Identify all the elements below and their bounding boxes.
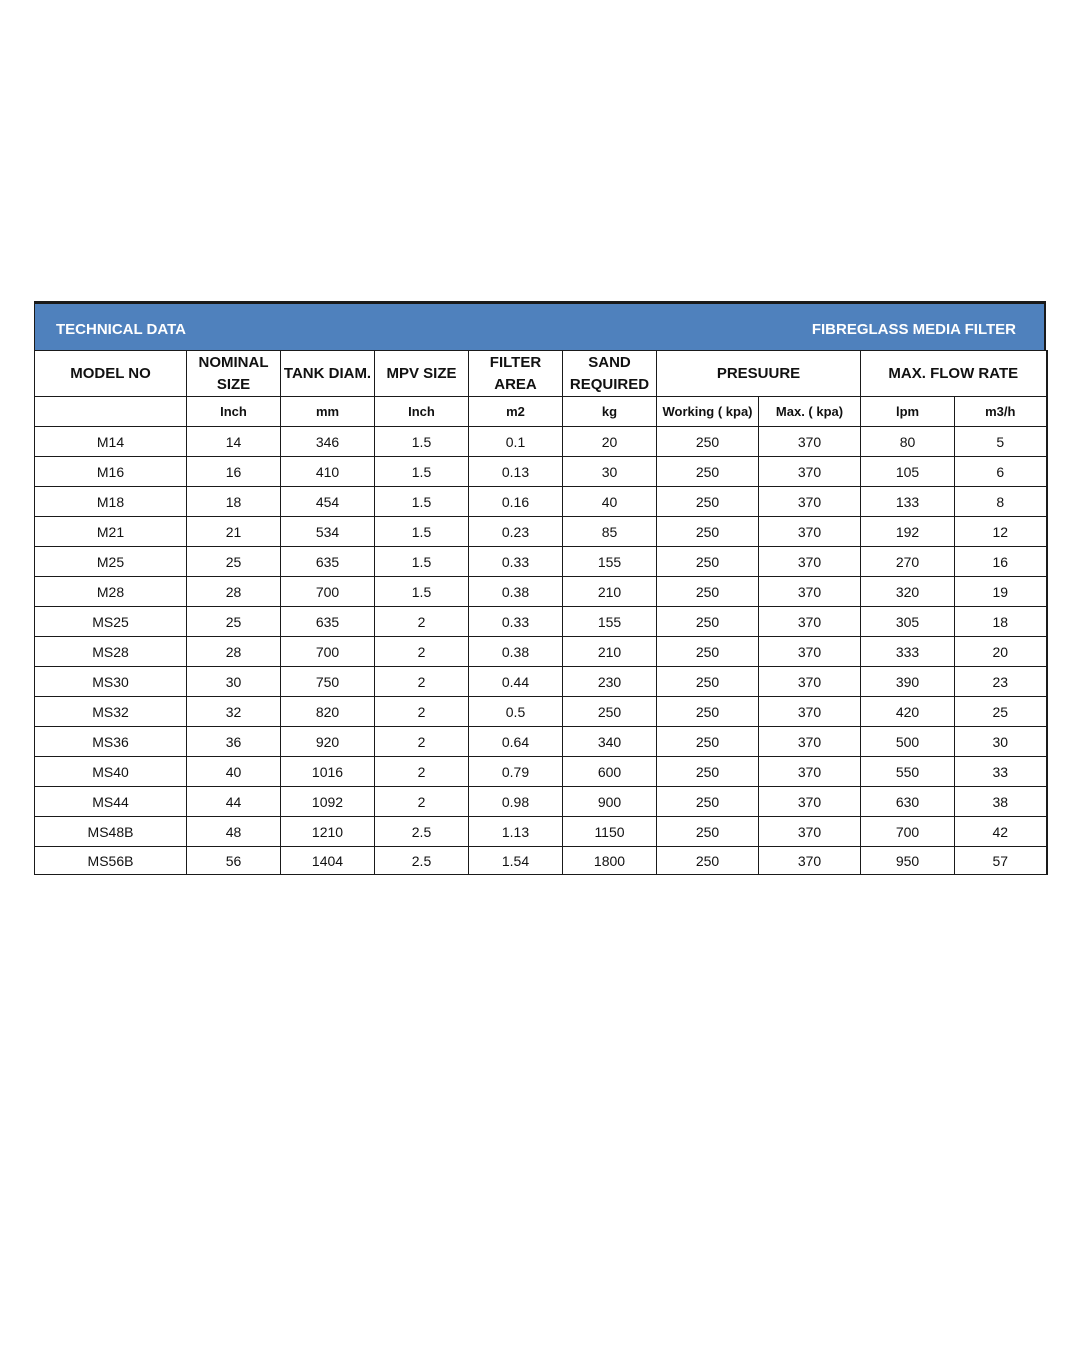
table-cell: 192 [861,517,955,547]
model-cell: MS48B [35,817,187,847]
unit-cell: m3/h [955,397,1047,427]
unit-cell: Max. ( kpa) [759,397,861,427]
table-cell: 2.5 [375,847,469,875]
table-cell: 370 [759,547,861,577]
unit-cell [35,397,187,427]
table-cell: 370 [759,607,861,637]
table-cell: 105 [861,457,955,487]
unit-cell: m2 [469,397,563,427]
table-cell: 390 [861,667,955,697]
table-cell: 0.44 [469,667,563,697]
table-cell: 250 [657,457,759,487]
table-cell: 370 [759,517,861,547]
table-cell: 210 [563,637,657,667]
table-cell: 250 [657,697,759,727]
header-pressure: PRESUURE [657,351,861,397]
header-sand-required: SAND REQUIRED [563,351,657,397]
table-cell: 20 [563,427,657,457]
model-cell: MS25 [35,607,187,637]
table-cell: 270 [861,547,955,577]
table-cell: 2 [375,697,469,727]
table-cell: 0.1 [469,427,563,457]
table-cell: 250 [657,817,759,847]
model-cell: M14 [35,427,187,457]
table-cell: 1016 [281,757,375,787]
table-row [35,637,1047,667]
table-cell: 1800 [563,847,657,875]
table-cell: 370 [759,757,861,787]
table-cell: 0.33 [469,607,563,637]
table-cell: 370 [759,457,861,487]
table-cell: 1.5 [375,457,469,487]
table-cell: 250 [657,547,759,577]
unit-cell: Working ( kpa) [657,397,759,427]
table-cell: 0.5 [469,697,563,727]
table-cell: 0.38 [469,637,563,667]
table-cell: 250 [657,757,759,787]
model-cell: MS44 [35,787,187,817]
table-row [35,847,1047,875]
table-row [35,517,1047,547]
table-cell: 0.79 [469,757,563,787]
table-cell: 370 [759,847,861,875]
table-cell: 1404 [281,847,375,875]
header-flow-rate: MAX. FLOW RATE [861,351,1047,397]
table-cell: 1.13 [469,817,563,847]
table-cell: 370 [759,487,861,517]
table-row [35,757,1047,787]
model-cell: MS32 [35,697,187,727]
table-cell: 0.13 [469,457,563,487]
table-cell: 2 [375,757,469,787]
table-cell: 1.54 [469,847,563,875]
table-cell: 0.16 [469,487,563,517]
table-cell: 56 [187,847,281,875]
table-cell: 370 [759,697,861,727]
table-cell: 370 [759,427,861,457]
table-cell: 420 [861,697,955,727]
table-cell: 2 [375,667,469,697]
table-cell: 700 [281,637,375,667]
unit-cell: lpm [861,397,955,427]
table-cell: 85 [563,517,657,547]
header-nominal-size: NOMINAL SIZE [187,351,281,397]
table-cell: 370 [759,637,861,667]
table-cell: 33 [955,757,1047,787]
table-cell: 210 [563,577,657,607]
table-cell: 700 [861,817,955,847]
table-cell: 410 [281,457,375,487]
table-cell: 21 [187,517,281,547]
table-cell: 950 [861,847,955,875]
table-row [35,577,1047,607]
table-cell: 12 [955,517,1047,547]
table-cell: 1.5 [375,577,469,607]
header-model: MODEL NO [35,351,187,397]
table-cell: 18 [955,607,1047,637]
table-cell: 370 [759,727,861,757]
table-cell: 333 [861,637,955,667]
table-cell: 40 [563,487,657,517]
table-cell: 16 [187,457,281,487]
table-cell: 305 [861,607,955,637]
table-cell: 2 [375,787,469,817]
table-cell: 80 [861,427,955,457]
table-cell: 250 [657,427,759,457]
model-cell: M18 [35,487,187,517]
table-cell: 920 [281,727,375,757]
table-cell: 8 [955,487,1047,517]
table-cell: 0.98 [469,787,563,817]
table-cell: 38 [955,787,1047,817]
table-cell: 250 [657,787,759,817]
table-cell: 635 [281,547,375,577]
table-cell: 30 [563,457,657,487]
technical-data-table [34,350,1048,875]
table-cell: 57 [955,847,1047,875]
table-cell: 0.38 [469,577,563,607]
table-cell: 370 [759,817,861,847]
table-cell: 16 [955,547,1047,577]
table-cell: 42 [955,817,1047,847]
table-cell: 5 [955,427,1047,457]
table-cell: 155 [563,547,657,577]
table-cell: 14 [187,427,281,457]
table-cell: 48 [187,817,281,847]
table-row [35,607,1047,637]
table-cell: 25 [955,697,1047,727]
table-cell: 320 [861,577,955,607]
table-cell: 2 [375,607,469,637]
table-cell: 155 [563,607,657,637]
table-row [35,787,1047,817]
table-cell: 820 [281,697,375,727]
technical-data-title: TECHNICAL DATA [56,321,186,338]
model-cell: MS28 [35,637,187,667]
header-tank-diam: TANK DIAM. [281,351,375,397]
table-cell: 250 [657,577,759,607]
model-cell: MS40 [35,757,187,787]
table-cell: 0.64 [469,727,563,757]
unit-cell: mm [281,397,375,427]
table-cell: 133 [861,487,955,517]
table-cell: 19 [955,577,1047,607]
table-cell: 250 [657,637,759,667]
table-cell: 2 [375,727,469,757]
table-row [35,547,1047,577]
units-row [35,397,1047,427]
table-cell: 550 [861,757,955,787]
table-cell: 230 [563,667,657,697]
table-cell: 44 [187,787,281,817]
table-cell: 25 [187,547,281,577]
table-cell: 1092 [281,787,375,817]
table-cell: 635 [281,607,375,637]
table-cell: 250 [657,607,759,637]
table-cell: 370 [759,787,861,817]
model-cell: M21 [35,517,187,547]
model-cell: M16 [35,457,187,487]
table-cell: 18 [187,487,281,517]
table-cell: 600 [563,757,657,787]
table-cell: 1.5 [375,547,469,577]
table-row [35,817,1047,847]
table-cell: 28 [187,637,281,667]
table-row [35,697,1047,727]
table-cell: 1.5 [375,487,469,517]
model-cell: MS56B [35,847,187,875]
table-cell: 250 [657,517,759,547]
table-row [35,487,1047,517]
table-cell: 32 [187,697,281,727]
table-row [35,667,1047,697]
unit-cell: Inch [187,397,281,427]
table-cell: 370 [759,667,861,697]
model-cell: MS36 [35,727,187,757]
header-mpv-size: MPV SIZE [375,351,469,397]
model-cell: M28 [35,577,187,607]
table-cell: 454 [281,487,375,517]
table-cell: 20 [955,637,1047,667]
table-title-bar [34,301,1046,351]
unit-cell: Inch [375,397,469,427]
table-cell: 750 [281,667,375,697]
table-cell: 700 [281,577,375,607]
model-cell: M25 [35,547,187,577]
table-row [35,727,1047,757]
table-cell: 1150 [563,817,657,847]
table-cell: 40 [187,757,281,787]
table-cell: 30 [955,727,1047,757]
header-filter-area: FILTER AREA [469,351,563,397]
table-cell: 2.5 [375,817,469,847]
unit-cell: kg [563,397,657,427]
table-cell: 2 [375,637,469,667]
table-cell: 370 [759,577,861,607]
table-cell: 30 [187,667,281,697]
table-cell: 534 [281,517,375,547]
table-cell: 346 [281,427,375,457]
product-title: FIBREGLASS MEDIA FILTER [811,321,1016,338]
table-cell: 1.5 [375,517,469,547]
table-cell: 500 [861,727,955,757]
table-cell: 250 [563,697,657,727]
table-row [35,457,1047,487]
table-cell: 250 [657,487,759,517]
table-row [35,427,1047,457]
table-cell: 23 [955,667,1047,697]
table-cell: 1210 [281,817,375,847]
table-cell: 630 [861,787,955,817]
table-cell: 900 [563,787,657,817]
table-cell: 0.33 [469,547,563,577]
table-cell: 28 [187,577,281,607]
table-cell: 340 [563,727,657,757]
table-cell: 250 [657,847,759,875]
table-cell: 1.5 [375,427,469,457]
table-cell: 250 [657,727,759,757]
table-cell: 25 [187,607,281,637]
table-cell: 6 [955,457,1047,487]
table-cell: 36 [187,727,281,757]
table-cell: 0.23 [469,517,563,547]
table-cell: 250 [657,667,759,697]
model-cell: MS30 [35,667,187,697]
header-row [35,351,1047,397]
